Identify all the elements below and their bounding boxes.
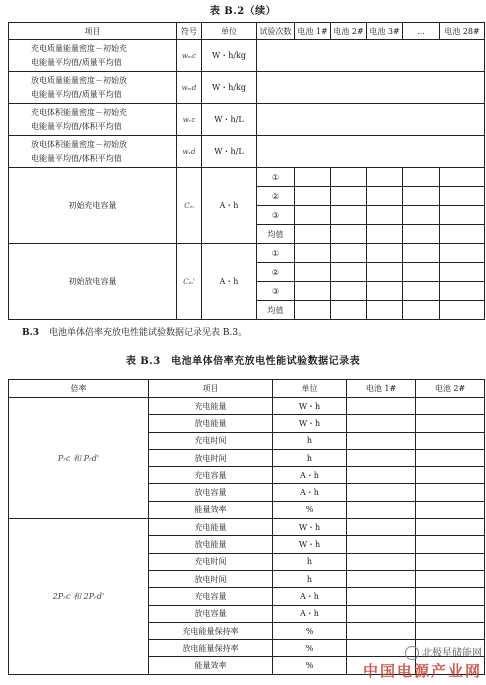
column-header: 单位 [273, 380, 347, 398]
value-cell [403, 225, 440, 244]
value-cell [347, 467, 416, 484]
value-cell [440, 225, 485, 244]
unit-cell: W・h/kg [202, 40, 257, 72]
unit-cell: h [273, 553, 347, 570]
value-cell [367, 263, 403, 282]
item-line: 放电体积能量密度－初始放 [31, 139, 127, 149]
item-line: 电能量平均值/体积平均值 [31, 121, 122, 131]
symbol-cell: Cᵢₙ' [177, 244, 202, 320]
value-cell [416, 415, 485, 432]
table-row [9, 168, 485, 187]
unit-cell: W・h [273, 519, 347, 536]
table-row [9, 40, 485, 72]
item-cell: 充电容量 [149, 588, 273, 605]
unit-cell: h [273, 432, 347, 449]
table-b2 [8, 22, 485, 320]
value-cell [416, 553, 485, 570]
column-header: 项目 [149, 380, 273, 398]
column-header: 电池 1# [347, 380, 416, 398]
value-cell [331, 187, 367, 206]
value-cell [295, 187, 331, 206]
value-cell [331, 282, 367, 301]
item-line: 放电质量能量密度－初始放 [31, 75, 127, 85]
value-cell [347, 484, 416, 501]
value-cell [416, 570, 485, 587]
value-cell [416, 622, 485, 639]
item-line: 充电质量能量密度－初始充 [31, 43, 127, 53]
unit-cell: W・h/kg [202, 72, 257, 104]
symbol-cell: wᵥd [177, 136, 202, 168]
table-row [9, 244, 485, 263]
value-cell [331, 263, 367, 282]
item-cell: 能量效率 [149, 501, 273, 518]
value-cell [403, 282, 440, 301]
item-line: 充电体积能量密度－初始充 [31, 107, 127, 117]
value-cell [403, 244, 440, 263]
value-cell [367, 206, 403, 225]
item-cell [9, 72, 177, 104]
symbol-cell: wₘc [177, 40, 202, 72]
symbol-cell: Cᵢₙ [177, 168, 202, 244]
value-cell [347, 415, 416, 432]
watermark-line2: 中国电源产业网 [362, 662, 482, 680]
item-cell: 放电能量 [149, 536, 273, 553]
table-b3 [8, 379, 485, 675]
unit-cell: % [273, 657, 347, 674]
trial-cell: ② [257, 263, 295, 282]
value-cell [347, 622, 416, 639]
column-header: 电池 2# [331, 23, 367, 40]
value-cell [331, 206, 367, 225]
item-line: 电能量平均值/质量平均值 [31, 57, 122, 67]
item-cell: 充电能量 [149, 398, 273, 415]
item-cell [9, 104, 177, 136]
watermark-line1: 北极星储能网 [422, 648, 482, 659]
trial-cell: ② [257, 187, 295, 206]
value-cell [416, 588, 485, 605]
value-cell [416, 449, 485, 466]
section-number: B.3 [22, 328, 40, 338]
value-cell [440, 263, 485, 282]
item-cell: 充电能量 [149, 519, 273, 536]
trial-cell: ③ [257, 206, 295, 225]
value-cell [367, 187, 403, 206]
value-cell [403, 187, 440, 206]
value-cell [295, 168, 331, 187]
table-header-row [9, 380, 485, 398]
value-cell [440, 168, 485, 187]
value-cell [416, 519, 485, 536]
value-cell [440, 244, 485, 263]
trials-cell [257, 104, 485, 136]
symbol-cell: wᵥc [177, 104, 202, 136]
value-cell [295, 263, 331, 282]
trial-cell: ① [257, 168, 295, 187]
column-header: 倍率 [9, 380, 149, 398]
value-cell [347, 605, 416, 622]
item-cell: 充电时间 [149, 553, 273, 570]
item-line: 电能量平均值/体积平均值 [31, 153, 122, 163]
item-cell: 充电能量保持率 [149, 622, 273, 639]
value-cell [295, 282, 331, 301]
value-cell [440, 301, 485, 320]
value-cell [440, 206, 485, 225]
value-cell [367, 301, 403, 320]
unit-cell: A・h [273, 588, 347, 605]
unit-cell: W・h [273, 398, 347, 415]
column-header: … [403, 23, 440, 40]
trial-cell: ① [257, 244, 295, 263]
value-cell [416, 501, 485, 518]
item-cell: 初始充电容量 [9, 168, 177, 244]
value-cell [331, 244, 367, 263]
column-header: 电池 28# [440, 23, 485, 40]
unit-cell: h [273, 570, 347, 587]
value-cell [416, 484, 485, 501]
column-header: 单位 [202, 23, 257, 40]
item-cell: 充电容量 [149, 467, 273, 484]
value-cell [331, 168, 367, 187]
unit-cell: A・h [273, 484, 347, 501]
value-cell [331, 301, 367, 320]
value-cell [347, 519, 416, 536]
item-cell: 放电时间 [149, 449, 273, 466]
table-header-row [9, 23, 485, 40]
rate-cell: 2Pᵣc 和 2Pᵣd' [9, 519, 149, 675]
section-text: 电池单体倍率充放电性能试验数据记录见表 B.3。 [49, 328, 248, 338]
value-cell [416, 605, 485, 622]
value-cell [403, 263, 440, 282]
unit-cell: h [273, 449, 347, 466]
table-row [9, 398, 485, 415]
value-cell [367, 244, 403, 263]
value-cell [347, 553, 416, 570]
value-cell [347, 501, 416, 518]
value-cell [347, 536, 416, 553]
column-header: 电池 1# [295, 23, 331, 40]
value-cell [347, 398, 416, 415]
item-line: 电能量平均值/质量平均值 [31, 89, 122, 99]
column-header: 项目 [9, 23, 177, 40]
value-cell [295, 225, 331, 244]
item-cell: 放电时间 [149, 570, 273, 587]
unit-cell: A・h [202, 244, 257, 320]
value-cell [347, 588, 416, 605]
item-cell: 放电能量保持率 [149, 640, 273, 657]
value-cell [440, 187, 485, 206]
trials-cell [257, 40, 485, 72]
unit-cell: A・h [273, 467, 347, 484]
item-cell [9, 136, 177, 168]
item-cell: 放电容量 [149, 484, 273, 501]
item-cell [9, 40, 177, 72]
item-cell: 放电能量 [149, 415, 273, 432]
table-row [9, 104, 485, 136]
item-cell: 充电时间 [149, 432, 273, 449]
value-cell [367, 168, 403, 187]
value-cell [295, 244, 331, 263]
value-cell [403, 168, 440, 187]
value-cell [416, 467, 485, 484]
logo-ring-icon [405, 646, 419, 660]
section-b3 [22, 325, 247, 338]
value-cell [295, 301, 331, 320]
unit-cell: W・h/L [202, 104, 257, 136]
table-row [9, 519, 485, 536]
table-b3-caption: 表 B.3 电池单体倍率充放电性能试验数据记录表 [125, 356, 361, 367]
unit-cell: W・h [273, 536, 347, 553]
value-cell [416, 432, 485, 449]
trial-cell: ③ [257, 282, 295, 301]
value-cell [416, 398, 485, 415]
unit-cell: A・h [273, 605, 347, 622]
item-cell: 能量效率 [149, 657, 273, 674]
table-b2-caption: 表 B.2（续） [209, 6, 277, 17]
unit-cell: % [273, 622, 347, 639]
trials-cell [257, 136, 485, 168]
column-header: 符号 [177, 23, 202, 40]
value-cell [367, 282, 403, 301]
trial-cell: 均值 [257, 301, 295, 320]
item-cell: 初始放电容量 [9, 244, 177, 320]
value-cell [367, 225, 403, 244]
rate-cell: Pᵣc 和 Pᵣd' [9, 398, 149, 519]
value-cell [403, 206, 440, 225]
value-cell [403, 301, 440, 320]
trial-cell: 均值 [257, 225, 295, 244]
table-row [9, 72, 485, 104]
item-cell: 放电容量 [149, 605, 273, 622]
unit-cell: W・h [273, 415, 347, 432]
unit-cell: W・h/L [202, 136, 257, 168]
value-cell [347, 432, 416, 449]
table-row [9, 136, 485, 168]
column-header: 电池 2# [416, 380, 485, 398]
value-cell [347, 449, 416, 466]
column-header: 电池 3# [367, 23, 403, 40]
value-cell [347, 570, 416, 587]
trials-cell [257, 72, 485, 104]
value-cell [440, 282, 485, 301]
watermark [332, 644, 482, 681]
value-cell [331, 225, 367, 244]
symbol-cell: wₘd [177, 72, 202, 104]
value-cell [416, 536, 485, 553]
unit-cell: % [273, 501, 347, 518]
unit-cell: A・h [202, 168, 257, 244]
column-header: 试验次数 [257, 23, 295, 40]
value-cell [295, 206, 331, 225]
unit-cell: % [273, 640, 347, 657]
